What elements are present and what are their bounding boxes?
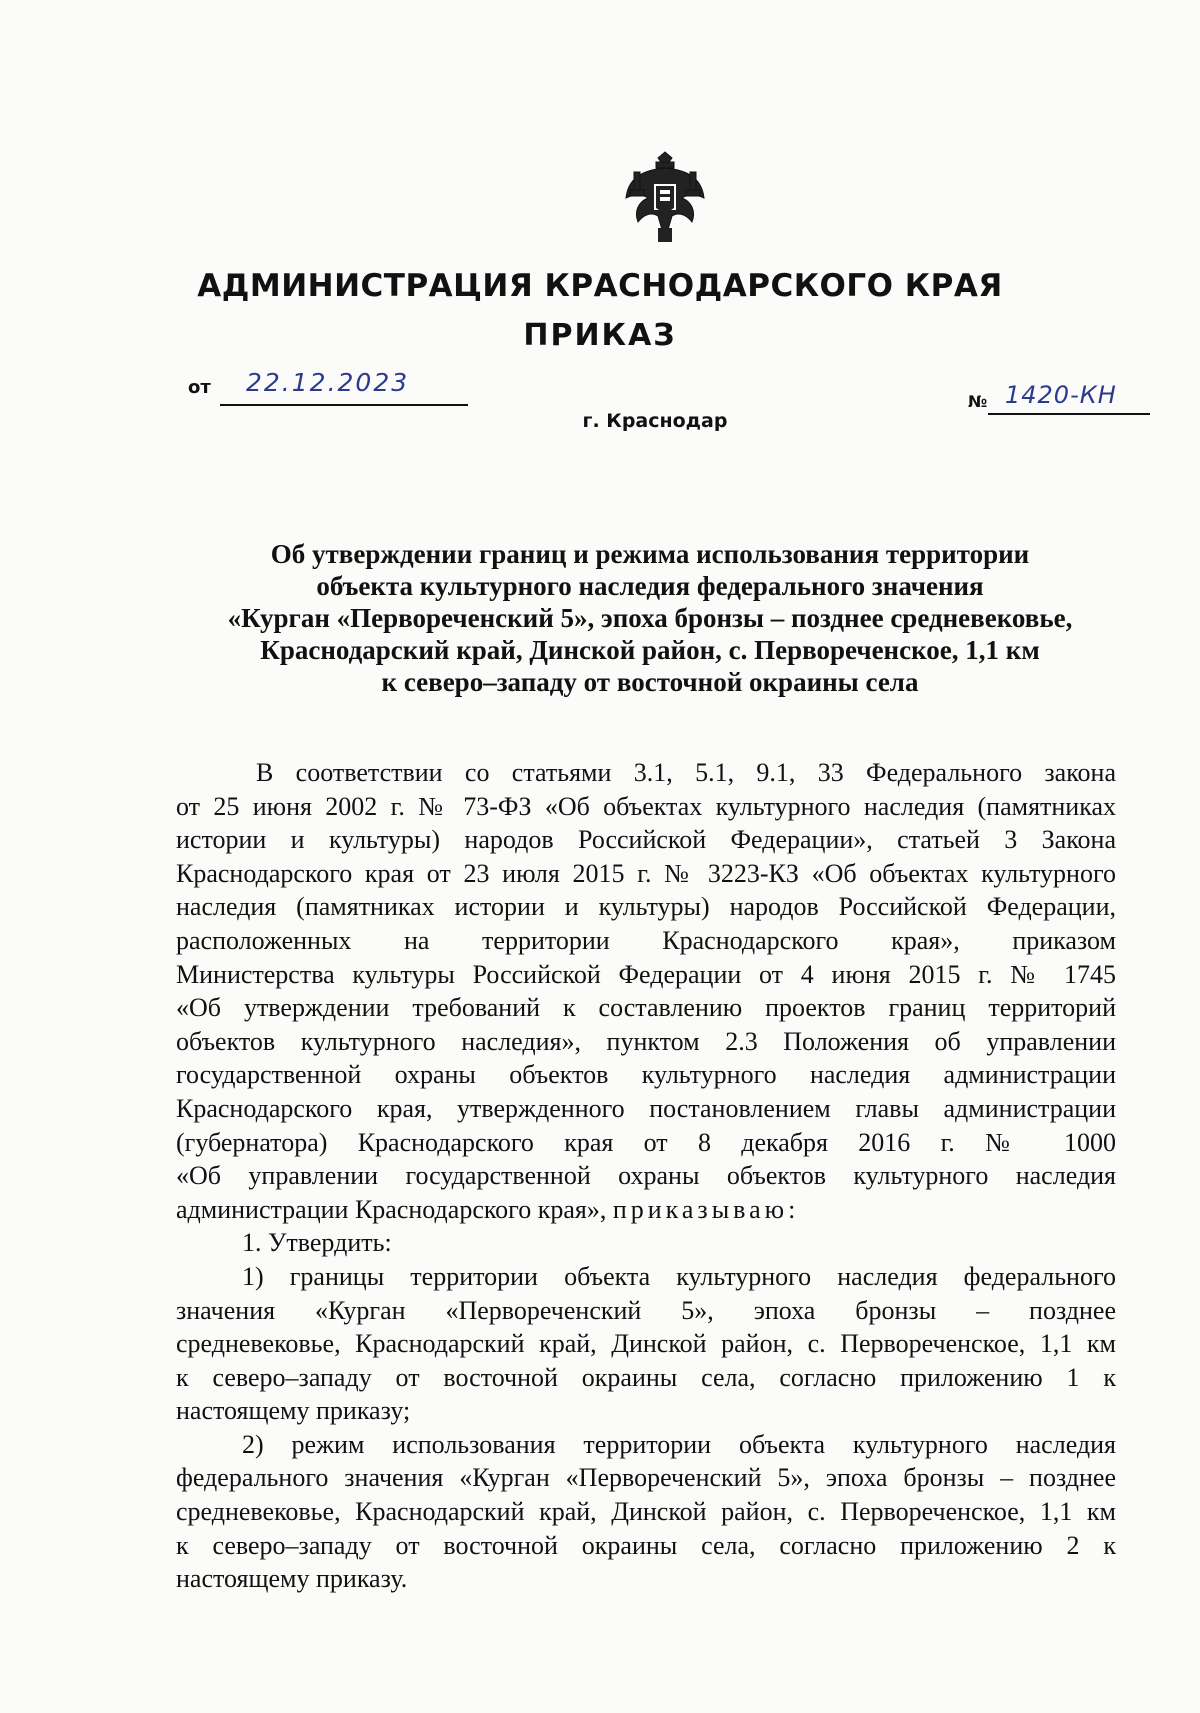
body-line: объектов культурного наследия», пунктом 2.3 Положения об управлении — [176, 1026, 1116, 1056]
title-line: Об утверждении границ и режима использования территории — [270, 539, 1030, 569]
body-line: Краснодарского края от 23 июля 2015 г. № 3223-КЗ «Об объектах культурного — [176, 858, 1116, 888]
body-line: федерального значения «Курган «Первореченский 5», эпоха бронзы – позднее — [176, 1463, 1116, 1493]
title-line: «Курган «Первореченский 5», эпоха бронзы – позднее средневековье, — [227, 603, 1073, 633]
date-underline — [220, 404, 468, 406]
document-title — [170, 538, 1130, 698]
body-line: средневековье, Краснодарский край, Динской район, с. Первореченское, 1,1 км — [176, 1329, 1116, 1359]
body-line: к северо–западу от восточной окраины села, согласно приложению 1 к — [176, 1362, 1116, 1392]
body-line: расположенных на территории Краснодарского края», приказом — [176, 925, 1116, 955]
body-line — [176, 1193, 1116, 1227]
body-line: настоящему приказу. — [176, 1564, 408, 1594]
body-line: 1) границы территории объекта культурного наследия федерального — [242, 1261, 1116, 1291]
body-line: «Об утверждении требований к составлению проектов границ территорий — [176, 993, 1116, 1023]
body-line: 1. Утвердить: — [242, 1228, 392, 1258]
body-line: «Об управлении государственной охраны объектов культурного наследия — [176, 1161, 1116, 1191]
title-line: к северо–западу от восточной окраины села — [381, 667, 919, 697]
body-line: наследия (памятниках истории и культуры) народов Российской Федерации, — [176, 892, 1116, 922]
body-line: значения «Курган «Первореченский 5», эпоха бронзы – позднее — [176, 1295, 1116, 1325]
number-label: № — [968, 392, 988, 411]
body-line: государственной охраны объектов культурного наследия администрации — [176, 1060, 1116, 1090]
document-body — [176, 756, 1116, 1596]
body-line: Краснодарского края, утвержденного постановлением главы администрации — [176, 1093, 1116, 1123]
body-line: от 25 июня 2002 г. № 73-ФЗ «Об объектах культурного наследия (памятниках — [176, 791, 1116, 821]
coat-of-arms-icon — [620, 150, 710, 246]
body-line: настоящему приказу; — [176, 1396, 411, 1426]
body-line: (губернатора) Краснодарского края от 8 декабря 2016 г. № 1000 — [176, 1127, 1116, 1157]
city: г. Краснодар — [582, 410, 728, 432]
order-keyword: приказываю: — [612, 1194, 800, 1224]
body-line: средневековье, Краснодарский край, Динской район, с. Первореченское, 1,1 км — [176, 1497, 1116, 1527]
body-line: истории и культуры) народов Российской Федерации», статьей 3 Закона — [176, 825, 1116, 855]
body-line: 2) режим использования территории объекта культурного наследия — [242, 1429, 1116, 1459]
number-value: 1420-КН — [1005, 381, 1117, 409]
date-value: 22.12.2023 — [246, 368, 410, 397]
document-type: ПРИКАЗ — [523, 318, 677, 353]
body-line: к северо–западу от восточной окраины села, согласно приложению 2 к — [176, 1530, 1116, 1560]
body-line: В соответствии со статьями 3.1, 5.1, 9.1, 33 Федерального закона — [256, 758, 1116, 787]
date-label: от — [188, 377, 211, 398]
title-line: Краснодарский край, Динской район, с. Первореченское, 1,1 км — [260, 635, 1040, 665]
organization-name: АДМИНИСТРАЦИЯ КРАСНОДАРСКОГО КРАЯ — [197, 268, 1003, 304]
body-line: Министерства культуры Российской Федерации от 4 июня 2015 г. № 1745 — [176, 959, 1116, 989]
title-line: объекта культурного наследия федерального значения — [316, 571, 984, 601]
body-line-text: администрации Краснодарского края», — [176, 1194, 607, 1224]
